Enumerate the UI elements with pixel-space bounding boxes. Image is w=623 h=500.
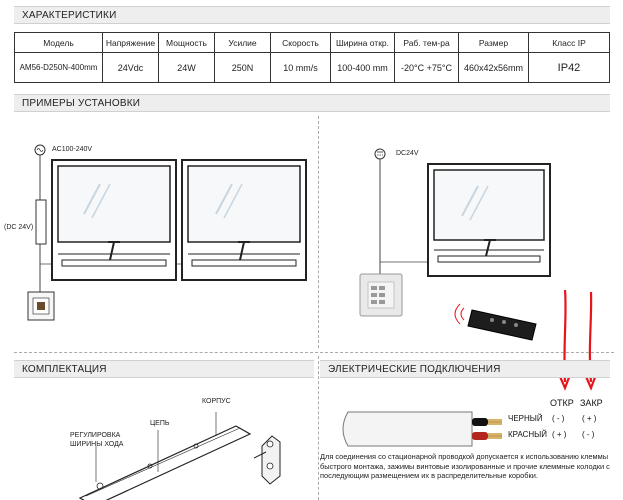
- electric-title: ЭЛЕКТРИЧЕСКИЕ ПОДКЛЮЧЕНИЯ: [328, 363, 501, 375]
- install-section-header: [14, 94, 610, 112]
- wire-red-open: ( + ): [552, 430, 567, 439]
- spec-header-cell: Напряжение: [103, 33, 159, 53]
- spec-header-cell: Размер: [459, 33, 529, 53]
- wall-switch-icon: [28, 292, 54, 320]
- wire-black-close: ( + ): [582, 414, 597, 423]
- dc-voltage-label: DC24V: [396, 150, 419, 157]
- spec-header-cell: Ширина откр.: [331, 33, 395, 53]
- remote-control-icon: [455, 304, 536, 340]
- spec-value-cell: 100-400 mm: [331, 53, 395, 83]
- dc-box-label: (DC 24V): [4, 224, 34, 231]
- spec-table-header-row: [15, 33, 610, 53]
- spec-value-cell: AM56-D250N-400mm: [15, 53, 103, 83]
- spec-header-cell: Мощность: [159, 33, 215, 53]
- spec-header-cell: Скорость: [271, 33, 331, 53]
- specs-title: ХАРАКТЕРИСТИКИ: [22, 9, 117, 21]
- spec-value-cell: -20°C +75°C: [395, 53, 459, 83]
- kit-title: КОМПЛЕКТАЦИЯ: [22, 363, 107, 375]
- cable-drawing: [336, 408, 512, 450]
- spec-table-value-row: [15, 53, 610, 83]
- wire-black-open: ( - ): [552, 414, 565, 423]
- ac-power-icon: [35, 145, 45, 155]
- kit-stroke-label-1: РЕГУЛИРОВКА: [70, 432, 121, 439]
- spec-header-cell: Класс IP: [529, 33, 610, 53]
- spec-header-cell: Модель: [15, 33, 103, 53]
- spec-header-cell: Усилие: [215, 33, 271, 53]
- spec-value-cell: 10 mm/s: [271, 53, 331, 83]
- install-diagram-ac: [0, 114, 318, 354]
- control-panel-icon: [360, 274, 402, 316]
- window-left-1: [52, 160, 176, 280]
- window-left-2: [182, 160, 306, 280]
- install-bottom-divider: [14, 352, 614, 353]
- install-divider: [318, 116, 319, 348]
- kit-stroke-label-2: ШИРИНЫ ХОДА: [70, 441, 124, 448]
- wiring-note: Для соединения со стационарной проводкой допускается к использованию клеммы быстрого монтажа, зажимы винтовые изолированные и прочие клеммные колодки с последующим размещением их в распределительные коробки.: [320, 452, 610, 481]
- electric-section-header: [320, 360, 610, 378]
- dc-power-icon: [375, 149, 385, 159]
- kit-chain-label: ЦЕПЬ: [150, 420, 170, 427]
- specs-section-header: [14, 6, 610, 24]
- spec-value-cell: IP42: [529, 53, 610, 83]
- kit-diagram: [0, 386, 318, 500]
- wire-red-label: КРАСНЫЙ: [508, 430, 548, 439]
- install-title: ПРИМЕРЫ УСТАНОВКИ: [22, 97, 141, 109]
- wire-black-label: ЧЕРНЫЙ: [508, 414, 543, 423]
- kit-electric-divider: [318, 356, 319, 500]
- spec-value-cell: 24W: [159, 53, 215, 83]
- column-open-label: ОТКР: [550, 398, 574, 408]
- kit-body-label: КОРПУС: [202, 398, 231, 405]
- kit-section-header: [14, 360, 314, 378]
- spec-header-cell: Раб. тем-ра: [395, 33, 459, 53]
- spec-table: [14, 32, 610, 83]
- spec-value-cell: 250N: [215, 53, 271, 83]
- mounting-bracket-drawing: [254, 436, 280, 484]
- spec-value-cell: 24Vdc: [103, 53, 159, 83]
- column-close-label: ЗАКР: [580, 398, 603, 408]
- wire-red-close: ( - ): [582, 430, 595, 439]
- window-right: [428, 164, 550, 276]
- ac-voltage-label: AC100-240V: [52, 146, 93, 153]
- spec-value-cell: 460x42x56mm: [459, 53, 529, 83]
